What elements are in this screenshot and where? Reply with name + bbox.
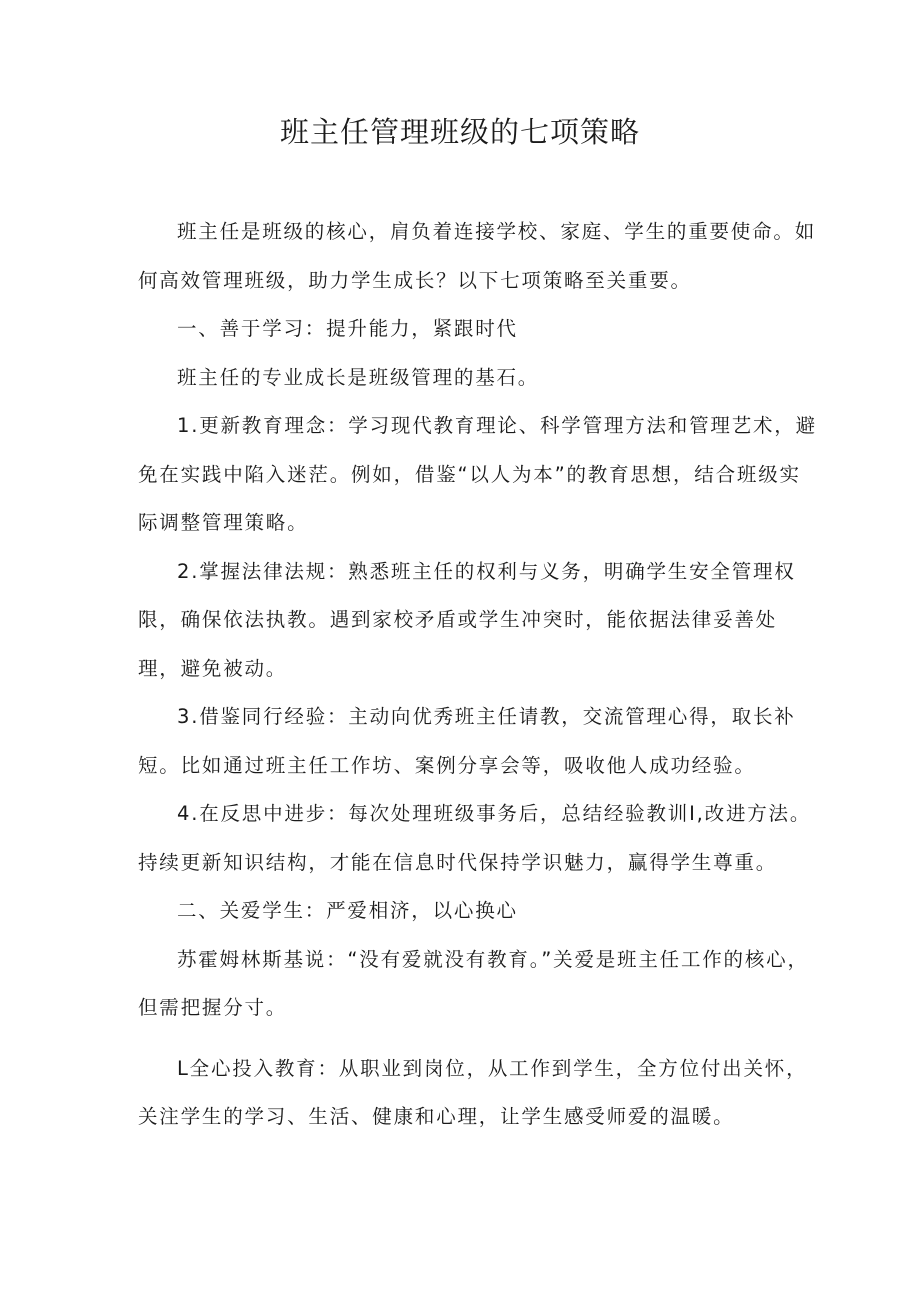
section-heading-2: 二、关爱学生：严爱相济，以心换心 — [177, 899, 518, 922]
section-heading-1: 一、善于学习：提升能力，紧跟时代 — [177, 317, 518, 340]
item-1-2: 2.掌握法律法规：熟悉班主任的权利与义务，明确学生安全管理权限，确保依法执教。遇到家校矛盾或学生冲突时，能依据法律妥善处理，避免被动。 — [138, 559, 796, 680]
item-1-4: 4.在反思中进步：每次处理班级事务后，总结经验教训I,改进方法。持续更新知识结构，才能在信息时代保持学识魅力，赢得学生尊重。 — [138, 802, 812, 874]
item-1-3: 3.借鉴同行经验：主动向优秀班主任请教，交流管理心得，取长补短。比如通过班主任工作坊、案例分享会等，吸收他人成功经验。 — [138, 705, 796, 777]
section-2-intro: 苏霍姆林斯基说：“没有爱就没有教育。”关爱是班主任工作的核心，但需把握分寸。 — [138, 947, 809, 1019]
document-body — [138, 208, 818, 1142]
document-title: 班主任管理班级的七项策略 — [279, 115, 640, 149]
item-2-1: L全心投入教育：从职业到岗位，从工作到学生，全方位付出关怀，关注学生的学习、生活、健康和心理，让学生感受师爱的温暖。 — [138, 1056, 808, 1128]
intro-paragraph: 班主任是班级的核心，肩负着连接学校、家庭、学生的重要使命。如何高效管理班级，助力学生成长？以下七项策略至关重要。 — [138, 220, 817, 292]
item-1-1: 1.更新教育理念：学习现代教育理论、科学管理方法和管理艺术，避免在实践中陷入迷茫。例如，借鉴“以人为本”的教育思想，结合班级实际调整管理策略。 — [138, 414, 817, 534]
paragraph-spacer — [138, 1033, 818, 1045]
section-1-intro: 班主任的专业成长是班级管理的基石。 — [177, 365, 540, 389]
